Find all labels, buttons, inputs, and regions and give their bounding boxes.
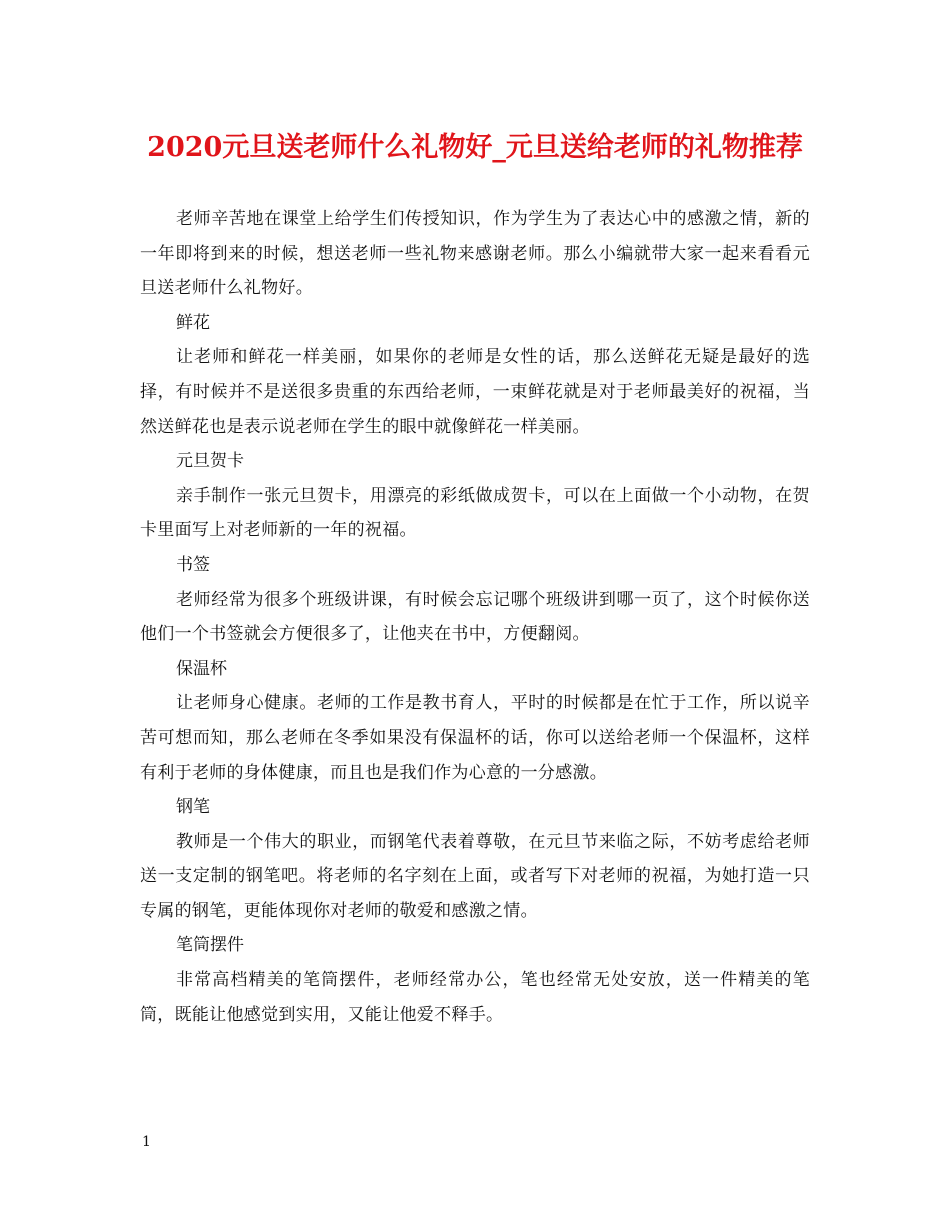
intro-paragraph: 老师辛苦地在课堂上给学生们传授知识，作为学生为了表达心中的感激之情，新的一年即将到来的时候，想送老师一些礼物来感谢老师。那么小编就带大家一起来看看元旦送老师什么礼物好。 [140, 209, 810, 299]
section-heading-bookmark: 书签 [176, 554, 210, 575]
section-heading-pen: 钢笔 [176, 797, 210, 818]
document-body [140, 202, 810, 1032]
section-body-bookmark: 老师经常为很多个班级讲课，有时候会忘记哪个班级讲到哪一页了，这个时候你送他们一个书签就会方便很多了，让他夹在书中，方便翻阅。 [140, 589, 810, 645]
document-title: 2020元旦送老师什么礼物好_元旦送给老师的礼物推荐 [147, 132, 803, 163]
page-number: 1 [142, 1134, 151, 1150]
section-heading-pen-holder: 笔筒摆件 [176, 935, 244, 956]
section-body-pen: 教师是一个伟大的职业，而钢笔代表着尊敬，在元旦节来临之际，不妨考虑给老师送一支定制的钢笔吧。将老师的名字刻在上面，或者写下对老师的祝福，为她打造一只专属的钢笔，更能体现你对老师的敬爱和感激之情。 [140, 831, 810, 921]
section-body-pen-holder: 非常高档精美的笔筒摆件，老师经常办公，笔也经常无处安放，送一件精美的笔筒，既能让他感觉到实用，又能让他爱不释手。 [140, 970, 810, 1025]
section-heading-thermos: 保温杯 [176, 658, 227, 679]
section-heading-greeting-card: 元旦贺卡 [176, 451, 244, 472]
section-heading-flowers: 鲜花 [176, 312, 210, 333]
section-body-thermos: 让老师身心健康。老师的工作是教书育人，平时的时候都是在忙于工作，所以说辛苦可想而知，那么老师在冬季如果没有保温杯的话，你可以送给老师一个保温杯，这样有利于老师的身体健康，而且也是我们作为心意的一分感激。 [140, 693, 810, 783]
section-body-flowers: 让老师和鲜花一样美丽，如果你的老师是女性的话，那么送鲜花无疑是最好的选择，有时候并不是送很多贵重的东西给老师，一束鲜花就是对于老师最美好的祝福，当然送鲜花也是表示说老师在学生的眼中就像鲜花一样美丽。 [140, 347, 810, 437]
section-body-greeting-card: 亲手制作一张元旦贺卡，用漂亮的彩纸做成贺卡，可以在上面做一个小动物，在贺卡里面写上对老师新的一年的祝福。 [140, 485, 810, 541]
